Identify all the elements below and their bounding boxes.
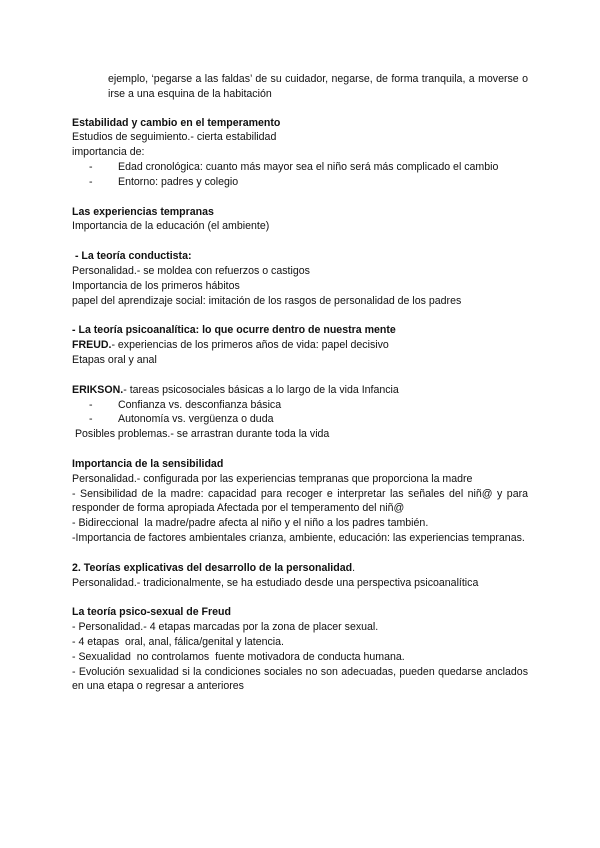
- bullet-dash: -: [89, 175, 93, 188]
- sensibilidad-line-2: - Sensibilidad de la madre: capacidad para recoger e interpretar las señales del niñ@ y para responder de forma apropiada Afectada por el temperamento del niñ@: [72, 487, 528, 515]
- section-heading-psicosexual: La teoría psico-sexual de Freud: [72, 606, 231, 619]
- experiencias-line-1: Importancia de la educación (el ambiente): [72, 220, 270, 233]
- freud-line: [72, 338, 528, 353]
- bullet-dash: -: [89, 160, 93, 173]
- list-item: [72, 412, 528, 427]
- erikson-line: [72, 383, 528, 398]
- sensibilidad-line-1: Personalidad.- configurada por las experiencias tempranas que proporciona la madre: [72, 472, 473, 485]
- section-heading-sensibilidad: Importancia de la sensibilidad: [72, 457, 224, 470]
- estabilidad-line-2: importancia de:: [72, 146, 145, 159]
- erikson-problemas: Posibles problemas.- se arrastran durante toda la vida: [72, 428, 330, 441]
- freud-text: - experiencias de los primeros años de vida: papel decisivo: [111, 339, 389, 352]
- freud-label: FREUD.: [72, 339, 112, 352]
- list-item: [72, 175, 528, 190]
- conductista-line-1: Personalidad.- se moldea con refuerzos o castigos: [72, 264, 310, 277]
- psicosexual-line-1: - Personalidad.- 4 etapas marcadas por la zona de placer sexual.: [72, 621, 379, 634]
- section-heading-teorias: 2. Teorías explicativas del desarrollo de la personalidad: [72, 561, 353, 574]
- section-heading-conductista: - La teoría conductista:: [72, 250, 192, 263]
- erikson-label: ERIKSON.: [72, 383, 124, 396]
- document-body: [72, 72, 528, 694]
- estabilidad-line-1: Estudios de seguimiento.- cierta estabilidad: [72, 131, 277, 144]
- list-item-text: Edad cronológica: cuanto más mayor sea el niño será más complicado el cambio: [118, 160, 499, 173]
- list-item-text: Confianza vs. desconfianza básica: [118, 398, 282, 411]
- section-heading-experiencias: Las experiencias tempranas: [72, 205, 214, 218]
- conductista-line-3: papel del aprendizaje social: imitación de los rasgos de personalidad de los padres: [72, 294, 462, 307]
- conductista-line-2: Importancia de los primeros hábitos: [72, 279, 240, 292]
- bullet-dash: -: [89, 413, 93, 426]
- heading-period: .: [352, 561, 356, 574]
- bullet-dash: -: [89, 398, 93, 411]
- teorias-heading-line: [72, 561, 528, 576]
- list-item: [72, 160, 528, 175]
- sensibilidad-line-4: -Importancia de factores ambientales crianza, ambiente, educación: las experiencias tempranas.: [72, 531, 525, 544]
- list-item-text: Entorno: padres y colegio: [118, 175, 239, 188]
- section-heading-psicoanalitica: - La teoría psicoanalítica: lo que ocurre dentro de nuestra mente: [72, 324, 396, 337]
- section-heading-estabilidad: Estabilidad y cambio en el temperamento: [72, 116, 281, 129]
- psicosexual-line-3: - Sexualidad no controlamos fuente motivadora de conducta humana.: [72, 650, 405, 663]
- erikson-text: - tareas psicosociales básicas a lo largo de la vida Infancia: [123, 383, 399, 396]
- teorias-line-1: Personalidad.- tradicionalmente, se ha estudiado desde una perspectiva psicoanalítica: [72, 576, 479, 589]
- psicoanalitica-line-2: Etapas oral y anal: [72, 353, 157, 366]
- list-item-text: Autonomía vs. vergüenza o duda: [118, 413, 274, 426]
- psicosexual-line-4: - Evolución sexualidad si la condiciones sociales no son adecuadas, pueden quedarse anclados en una etapa o regresar a anteriores: [72, 665, 528, 693]
- intro-paragraph: ejemplo, ‘pegarse a las faldas’ de su cuidador, negarse, de forma tranquila, a moverse o irse a una esquina de la habitación: [108, 73, 528, 100]
- psicosexual-line-2: - 4 etapas oral, anal, fálica/genital y latencia.: [72, 635, 284, 648]
- sensibilidad-line-3: - Bidireccional la madre/padre afecta al niño y el niño a los padres también.: [72, 517, 429, 530]
- list-item: [72, 398, 528, 413]
